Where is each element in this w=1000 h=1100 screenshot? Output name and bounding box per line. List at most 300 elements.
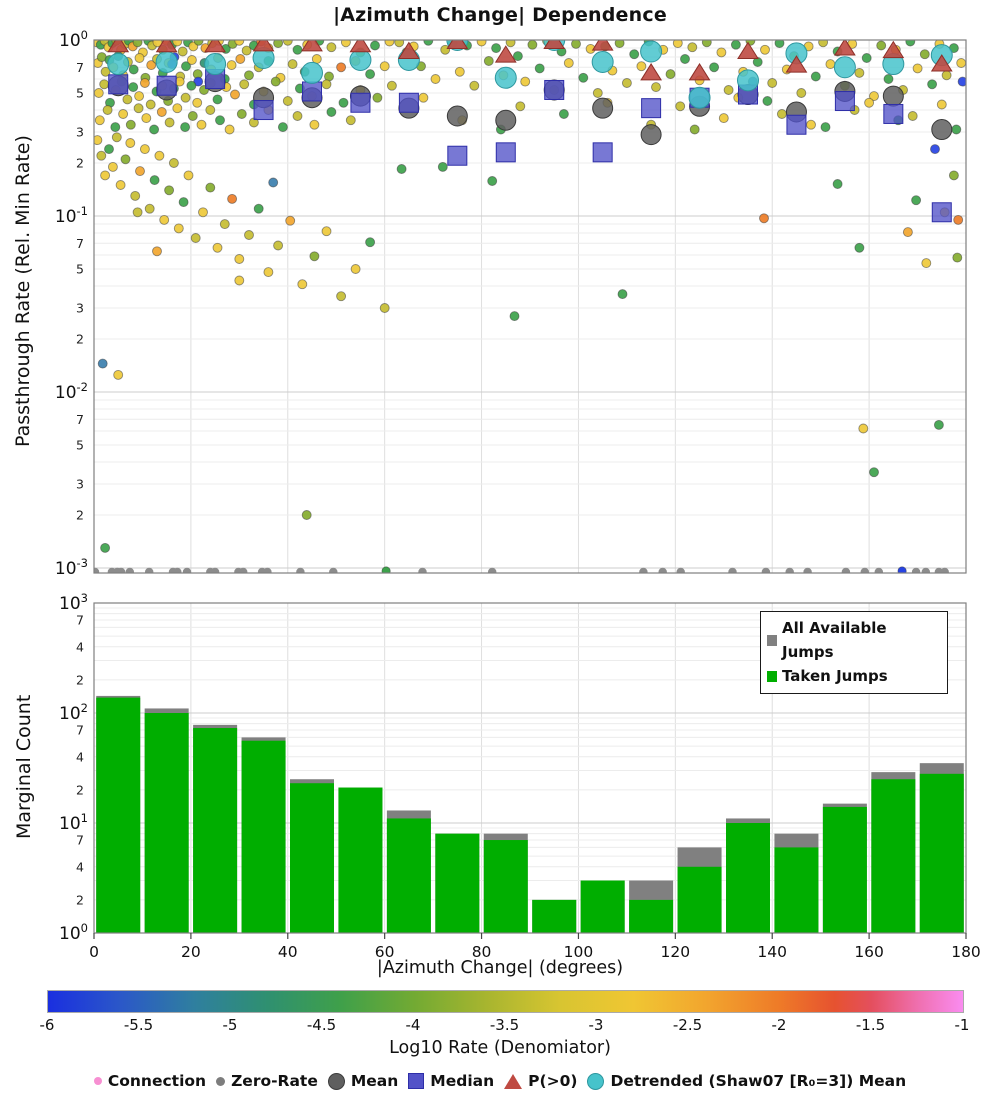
scatter-point[interactable] bbox=[862, 54, 871, 63]
zero-rate-point[interactable] bbox=[842, 568, 850, 576]
scatter-point[interactable] bbox=[269, 178, 278, 187]
scatter-point[interactable] bbox=[235, 36, 244, 45]
scatter-point[interactable] bbox=[819, 38, 828, 47]
zero-rate-point[interactable] bbox=[941, 568, 949, 576]
scatter-point[interactable] bbox=[351, 265, 360, 274]
scatter-point[interactable] bbox=[206, 183, 215, 192]
scatter-point[interactable] bbox=[145, 204, 154, 213]
legend-label: Connection bbox=[107, 1072, 207, 1090]
mean-marker[interactable] bbox=[883, 86, 903, 106]
y-minor-tick-label: 2 bbox=[76, 155, 84, 171]
scatter-point[interactable] bbox=[513, 52, 522, 61]
zero-rate-point[interactable] bbox=[875, 568, 883, 576]
scatter-point[interactable] bbox=[126, 139, 135, 148]
scatter-point[interactable] bbox=[133, 208, 142, 217]
scatter-point[interactable] bbox=[119, 110, 128, 119]
y-minor-tick-label: 5 bbox=[76, 85, 84, 101]
p-gt0-marker[interactable] bbox=[350, 36, 370, 52]
zero-rate-point[interactable] bbox=[677, 568, 685, 576]
scatter-point[interactable] bbox=[213, 95, 222, 104]
colorbar-ticks bbox=[0, 1016, 1000, 1036]
scatter-point[interactable] bbox=[797, 89, 806, 98]
median-marker[interactable] bbox=[593, 143, 612, 162]
scatter-point[interactable] bbox=[521, 77, 530, 86]
zero-rate-point[interactable] bbox=[659, 568, 667, 576]
zero-rate-point[interactable] bbox=[898, 567, 906, 575]
scatter-point[interactable] bbox=[101, 543, 110, 552]
y-minor-tick-label: 2 bbox=[76, 672, 84, 688]
zero-rate-point[interactable] bbox=[861, 568, 869, 576]
zero-rate-point[interactable] bbox=[418, 568, 426, 576]
scatter-point[interactable] bbox=[293, 112, 302, 121]
scatter-point[interactable] bbox=[666, 70, 675, 79]
scatter-point[interactable] bbox=[630, 50, 639, 59]
scatter-point[interactable] bbox=[928, 80, 937, 89]
scatter-point[interactable] bbox=[618, 290, 627, 299]
scatter-point[interactable] bbox=[197, 120, 206, 129]
scatter-point[interactable] bbox=[131, 191, 140, 200]
scatter-point[interactable] bbox=[954, 215, 963, 224]
scatter-point[interactable] bbox=[908, 112, 917, 121]
median-marker[interactable] bbox=[835, 92, 854, 111]
scatter-point[interactable] bbox=[245, 71, 254, 80]
detrended-mean-marker[interactable] bbox=[592, 51, 613, 72]
scatter-point[interactable] bbox=[906, 37, 915, 46]
median-marker[interactable] bbox=[545, 80, 564, 99]
y-minor-tick-label: 3 bbox=[76, 300, 84, 316]
scatter-point[interactable] bbox=[227, 61, 236, 70]
scatter-point[interactable] bbox=[366, 238, 375, 247]
bar-taken[interactable] bbox=[242, 741, 286, 933]
scatter-point[interactable] bbox=[811, 72, 820, 81]
bar-taken[interactable] bbox=[193, 728, 237, 933]
scatter-point[interactable] bbox=[424, 36, 433, 45]
y-minor-tick-label: 2 bbox=[76, 892, 84, 908]
scatter-point[interactable] bbox=[235, 255, 244, 264]
scatter-point[interactable] bbox=[111, 123, 120, 132]
median-marker[interactable] bbox=[399, 93, 418, 112]
zero-rate-point[interactable] bbox=[239, 568, 247, 576]
scatter-point[interactable] bbox=[236, 55, 245, 64]
scatter-point[interactable] bbox=[327, 108, 336, 117]
scatter-point[interactable] bbox=[397, 165, 406, 174]
legend-label: Median bbox=[430, 1072, 495, 1090]
median-marker[interactable] bbox=[254, 101, 273, 120]
scatter-point[interactable] bbox=[717, 48, 726, 57]
scatter-point[interactable] bbox=[579, 73, 588, 82]
median-marker[interactable] bbox=[351, 93, 370, 112]
scatter-point[interactable] bbox=[506, 38, 515, 47]
scatter-point[interactable] bbox=[298, 280, 307, 289]
scatter-point[interactable] bbox=[419, 93, 428, 102]
scatter-point[interactable] bbox=[184, 171, 193, 180]
scatter-point[interactable] bbox=[387, 81, 396, 90]
median-marker[interactable] bbox=[787, 115, 806, 134]
median-marker[interactable] bbox=[157, 76, 176, 95]
detrended-mean-marker[interactable] bbox=[738, 70, 759, 91]
scatter-point[interactable] bbox=[187, 56, 196, 65]
scatter-point[interactable] bbox=[920, 50, 929, 59]
mean-marker[interactable] bbox=[496, 110, 516, 130]
scatter-point[interactable] bbox=[146, 100, 155, 109]
scatter-point[interactable] bbox=[903, 228, 912, 237]
scatter-point[interactable] bbox=[760, 214, 769, 223]
scatter-point[interactable] bbox=[952, 125, 961, 134]
colorbar-tick-label: -6 bbox=[39, 1016, 55, 1034]
scatter-point[interactable] bbox=[937, 100, 946, 109]
median-marker[interactable] bbox=[109, 75, 128, 94]
zero-rate-point[interactable] bbox=[296, 568, 304, 576]
mean-marker[interactable] bbox=[593, 98, 613, 118]
scatter-point[interactable] bbox=[681, 55, 690, 64]
scatter-point[interactable] bbox=[142, 114, 151, 123]
scatter-point[interactable] bbox=[179, 198, 188, 207]
detrended-mean-marker[interactable] bbox=[834, 57, 855, 78]
scatter-point[interactable] bbox=[380, 304, 389, 313]
scatter-point[interactable] bbox=[264, 268, 273, 277]
scatter-point[interactable] bbox=[160, 215, 169, 224]
scatter-point[interactable] bbox=[322, 80, 331, 89]
scatter-point[interactable] bbox=[129, 65, 138, 74]
detrended-mean-marker[interactable] bbox=[302, 62, 323, 83]
colorbar-label: Log10 Rate (Denomiator) bbox=[389, 1038, 611, 1058]
scatter-point[interactable] bbox=[108, 162, 117, 171]
scatter-point[interactable] bbox=[94, 89, 103, 98]
bar-taken[interactable] bbox=[629, 900, 673, 933]
bar-taken[interactable] bbox=[920, 774, 964, 933]
scatter-point[interactable] bbox=[95, 116, 104, 125]
scatter-point[interactable] bbox=[865, 98, 874, 107]
scatter-point[interactable] bbox=[157, 108, 166, 117]
zero-rate-point[interactable] bbox=[263, 568, 271, 576]
zero-rate-point[interactable] bbox=[211, 568, 219, 576]
y-minor-tick-label: 2 bbox=[76, 331, 84, 347]
x-tick-label: 120 bbox=[660, 943, 691, 961]
scatter-point[interactable] bbox=[339, 98, 348, 107]
scatter-point[interactable] bbox=[484, 57, 493, 66]
scatter-point[interactable] bbox=[922, 259, 931, 268]
scatter-point[interactable] bbox=[150, 176, 159, 185]
scatter-point[interactable] bbox=[112, 133, 121, 142]
bar-taken[interactable] bbox=[871, 779, 915, 933]
scatter-point[interactable] bbox=[371, 41, 380, 50]
scatter-point[interactable] bbox=[949, 171, 958, 180]
scatter-point[interactable] bbox=[181, 93, 190, 102]
scatter-point[interactable] bbox=[213, 243, 222, 252]
scatter-point[interactable] bbox=[931, 145, 940, 154]
scatter-point[interactable] bbox=[220, 220, 229, 229]
y-minor-tick-label: 7 bbox=[76, 411, 84, 427]
zero-rate-point[interactable] bbox=[91, 568, 99, 576]
scatter-point[interactable] bbox=[103, 106, 112, 115]
median-marker[interactable] bbox=[448, 146, 467, 165]
scatter-point[interactable] bbox=[231, 90, 240, 99]
mean-marker[interactable] bbox=[641, 125, 661, 145]
scatter-point[interactable] bbox=[216, 116, 225, 125]
scatter-point[interactable] bbox=[337, 63, 346, 72]
scatter-point[interactable] bbox=[488, 177, 497, 186]
scatter-point[interactable] bbox=[278, 123, 287, 132]
bar-taken[interactable] bbox=[435, 834, 479, 933]
zero-rate-point[interactable] bbox=[762, 568, 770, 576]
scatter-point[interactable] bbox=[228, 194, 237, 203]
scatter-point[interactable] bbox=[174, 224, 183, 233]
zero-rate-point[interactable] bbox=[728, 568, 736, 576]
zero-rate-point[interactable] bbox=[922, 568, 930, 576]
scatter-point[interactable] bbox=[155, 151, 164, 160]
scatter-point[interactable] bbox=[724, 86, 733, 95]
scatter-point[interactable] bbox=[165, 186, 174, 195]
zero-rate-point[interactable] bbox=[329, 568, 337, 576]
scatter-point[interactable] bbox=[833, 180, 842, 189]
scatter-point[interactable] bbox=[288, 60, 297, 69]
scatter-point[interactable] bbox=[245, 231, 254, 240]
mean-marker[interactable] bbox=[447, 106, 467, 126]
scatter-point[interactable] bbox=[114, 370, 123, 379]
zero-rate-point[interactable] bbox=[639, 568, 647, 576]
scatter-point[interactable] bbox=[283, 97, 292, 106]
scatter-point[interactable] bbox=[322, 227, 331, 236]
scatter-point[interactable] bbox=[165, 118, 174, 127]
scatter-point[interactable] bbox=[690, 125, 699, 134]
zero-rate-point[interactable] bbox=[145, 568, 153, 576]
scatter-point[interactable] bbox=[191, 234, 200, 243]
detrended-mean-marker[interactable] bbox=[108, 54, 129, 75]
median-marker[interactable] bbox=[496, 143, 515, 162]
scatter-point[interactable] bbox=[181, 123, 190, 132]
scatter-point[interactable] bbox=[719, 114, 728, 123]
colorbar bbox=[47, 990, 964, 1013]
x-tick-label: 0 bbox=[89, 943, 99, 961]
x-tick-label: 180 bbox=[951, 943, 981, 961]
scatter-point[interactable] bbox=[572, 39, 581, 48]
zero-rate-point[interactable] bbox=[488, 568, 496, 576]
scatter-point[interactable] bbox=[101, 171, 110, 180]
scatter-point[interactable] bbox=[395, 38, 404, 47]
scatter-point[interactable] bbox=[199, 208, 208, 217]
scatter-point[interactable] bbox=[235, 276, 244, 285]
scatter-point[interactable] bbox=[121, 155, 130, 164]
bar-taken[interactable] bbox=[678, 867, 722, 933]
bar-taken[interactable] bbox=[96, 698, 140, 933]
scatter-point[interactable] bbox=[310, 120, 319, 129]
scatter-point[interactable] bbox=[821, 123, 830, 132]
scatter-point[interactable] bbox=[652, 83, 661, 92]
bar-taken[interactable] bbox=[387, 818, 431, 933]
scatter-point[interactable] bbox=[135, 92, 144, 101]
scatter-point[interactable] bbox=[470, 81, 479, 90]
scatter-point[interactable] bbox=[855, 68, 864, 77]
zero-rate-point[interactable] bbox=[912, 568, 920, 576]
scatter-point[interactable] bbox=[105, 145, 114, 154]
scatter-point[interactable] bbox=[731, 40, 740, 49]
scatter-point[interactable] bbox=[150, 125, 159, 134]
scatter-point[interactable] bbox=[271, 77, 280, 86]
scatter-point[interactable] bbox=[337, 292, 346, 301]
scatter-point[interactable] bbox=[274, 241, 283, 250]
scatter-point[interactable] bbox=[622, 79, 631, 88]
bar-taken[interactable] bbox=[532, 900, 576, 933]
scatter-point[interactable] bbox=[286, 216, 295, 225]
x-tick-label: 20 bbox=[181, 943, 201, 961]
median-marker[interactable] bbox=[932, 203, 951, 222]
scatter-point[interactable] bbox=[126, 120, 135, 129]
detrended-mean-marker[interactable] bbox=[156, 51, 177, 72]
scatter-point[interactable] bbox=[807, 120, 816, 129]
median-marker[interactable] bbox=[303, 82, 322, 101]
scatter-point[interactable] bbox=[134, 104, 143, 113]
zero-rate-point[interactable] bbox=[382, 567, 390, 575]
scatter-point[interactable] bbox=[254, 204, 263, 213]
scatter-point[interactable] bbox=[188, 112, 197, 121]
scatter-point[interactable] bbox=[373, 93, 382, 102]
mean-marker[interactable] bbox=[932, 120, 952, 140]
scatter-point[interactable] bbox=[516, 102, 525, 111]
scatter-point[interactable] bbox=[702, 38, 711, 47]
scatter-point[interactable] bbox=[777, 110, 786, 119]
scatter-point[interactable] bbox=[327, 43, 336, 52]
scatter-point[interactable] bbox=[438, 162, 447, 171]
bar-taken[interactable] bbox=[290, 783, 334, 933]
scatter-point[interactable] bbox=[293, 45, 302, 54]
scatter-point[interactable] bbox=[178, 47, 187, 56]
scatter-point[interactable] bbox=[710, 63, 719, 72]
p-gt0-marker[interactable] bbox=[593, 34, 613, 50]
scatter-point[interactable] bbox=[240, 80, 249, 89]
zero-rate-point[interactable] bbox=[126, 568, 134, 576]
detrended-mean-marker[interactable] bbox=[495, 67, 516, 88]
scatter-point[interactable] bbox=[136, 167, 145, 176]
pink-dot-icon bbox=[94, 1077, 102, 1085]
bar-taken[interactable] bbox=[774, 847, 818, 933]
scatter-point[interactable] bbox=[913, 64, 922, 73]
scatter-point[interactable] bbox=[912, 196, 921, 205]
detrended-mean-marker[interactable] bbox=[205, 54, 226, 75]
scatter-point[interactable] bbox=[310, 252, 319, 261]
bar-taken[interactable] bbox=[581, 881, 625, 933]
scatter-point[interactable] bbox=[173, 37, 182, 46]
scatter-point[interactable] bbox=[380, 62, 389, 71]
scatter-point[interactable] bbox=[528, 40, 537, 49]
p-gt0-marker[interactable] bbox=[690, 64, 710, 80]
scatter-point[interactable] bbox=[187, 81, 196, 90]
scatter-point[interactable] bbox=[953, 253, 962, 262]
legend-label: Detrended (Shaw07 [R₀=3]) Mean bbox=[610, 1072, 907, 1090]
zero-rate-point[interactable] bbox=[803, 568, 811, 576]
scatter-point[interactable] bbox=[559, 110, 568, 119]
detrended-mean-marker[interactable] bbox=[350, 49, 371, 70]
scatter-point[interactable] bbox=[761, 45, 770, 54]
scatter-point[interactable] bbox=[859, 424, 868, 433]
y-tick-label: $10^{-2}$ bbox=[54, 380, 88, 403]
scatter-point[interactable] bbox=[431, 75, 440, 84]
detrended-mean-marker[interactable] bbox=[641, 41, 662, 62]
legend-label: Mean bbox=[350, 1072, 399, 1090]
scatter-point[interactable] bbox=[206, 106, 215, 115]
x-tick-label: 80 bbox=[471, 943, 492, 961]
median-marker[interactable] bbox=[884, 104, 903, 123]
scatter-points bbox=[92, 36, 967, 552]
scatter-point[interactable] bbox=[688, 43, 697, 52]
scatter-point[interactable] bbox=[123, 95, 132, 104]
scatter-point[interactable] bbox=[492, 44, 501, 53]
bar-taken[interactable] bbox=[484, 840, 528, 933]
scatter-point[interactable] bbox=[934, 420, 943, 429]
scatter-point[interactable] bbox=[855, 243, 864, 252]
scatter-point[interactable] bbox=[455, 67, 464, 76]
bar-taken[interactable] bbox=[823, 807, 867, 933]
scatter-point[interactable] bbox=[283, 36, 292, 45]
scatter-point[interactable] bbox=[153, 247, 162, 256]
scatter-point[interactable] bbox=[593, 89, 602, 98]
scatter-point[interactable] bbox=[637, 62, 646, 71]
scatter-point[interactable] bbox=[535, 64, 544, 73]
scatter-point[interactable] bbox=[877, 41, 886, 50]
scatter-point[interactable] bbox=[133, 38, 142, 47]
p-gt0-marker[interactable] bbox=[738, 43, 758, 59]
scatter-point[interactable] bbox=[768, 79, 777, 88]
scatter-point[interactable] bbox=[385, 37, 394, 46]
scatter-point[interactable] bbox=[129, 83, 138, 92]
scatter-point[interactable] bbox=[194, 36, 203, 45]
scatter-point[interactable] bbox=[225, 125, 234, 134]
scatter-point[interactable] bbox=[237, 110, 246, 119]
scatter-point[interactable] bbox=[100, 80, 109, 89]
zero-rate-point[interactable] bbox=[183, 568, 191, 576]
legend-item-blue-square bbox=[408, 1072, 494, 1090]
marker-legend bbox=[0, 1072, 1000, 1090]
scatter-point[interactable] bbox=[169, 159, 178, 168]
scatter-point[interactable] bbox=[763, 97, 772, 106]
scatter-point[interactable] bbox=[341, 38, 350, 47]
scatter-point[interactable] bbox=[116, 181, 125, 190]
bar-taken[interactable] bbox=[338, 788, 382, 933]
scatter-point[interactable] bbox=[564, 59, 573, 68]
scatter-point[interactable] bbox=[870, 468, 879, 477]
scatter-point[interactable] bbox=[302, 511, 311, 520]
scatter-point[interactable] bbox=[97, 151, 106, 160]
bar-taken[interactable] bbox=[726, 823, 770, 933]
y-minor-tick-label: 2 bbox=[76, 507, 84, 523]
scatter-point[interactable] bbox=[135, 54, 144, 63]
scatter-point[interactable] bbox=[884, 75, 893, 84]
scatter-point[interactable] bbox=[140, 79, 149, 88]
scatter-point[interactable] bbox=[510, 312, 519, 321]
zero-rate-point[interactable] bbox=[173, 568, 181, 576]
y-minor-tick-label: 7 bbox=[76, 235, 84, 251]
scatter-point[interactable] bbox=[173, 104, 182, 113]
median-marker[interactable] bbox=[642, 99, 661, 118]
x-tick-label: 60 bbox=[374, 943, 395, 961]
scatter-point[interactable] bbox=[676, 102, 685, 111]
detrended-mean-marker[interactable] bbox=[689, 87, 710, 108]
zero-rate-point[interactable] bbox=[117, 568, 125, 576]
scatter-point[interactable] bbox=[346, 116, 355, 125]
scatter-point[interactable] bbox=[477, 37, 486, 46]
y-minor-tick-label: 4 bbox=[76, 639, 84, 655]
scatter-point[interactable] bbox=[957, 59, 966, 68]
legend-item-all-available bbox=[767, 616, 941, 664]
y-minor-tick-label: 7 bbox=[76, 612, 84, 628]
scatter-point[interactable] bbox=[140, 145, 149, 154]
scatter-point[interactable] bbox=[366, 70, 375, 79]
scatter-point[interactable] bbox=[942, 71, 951, 80]
bar-taken[interactable] bbox=[145, 713, 189, 933]
scatter-point[interactable] bbox=[193, 98, 202, 107]
zero-rate-point[interactable] bbox=[786, 568, 794, 576]
scatter-point[interactable] bbox=[98, 359, 107, 368]
scatter-point[interactable] bbox=[826, 60, 835, 69]
